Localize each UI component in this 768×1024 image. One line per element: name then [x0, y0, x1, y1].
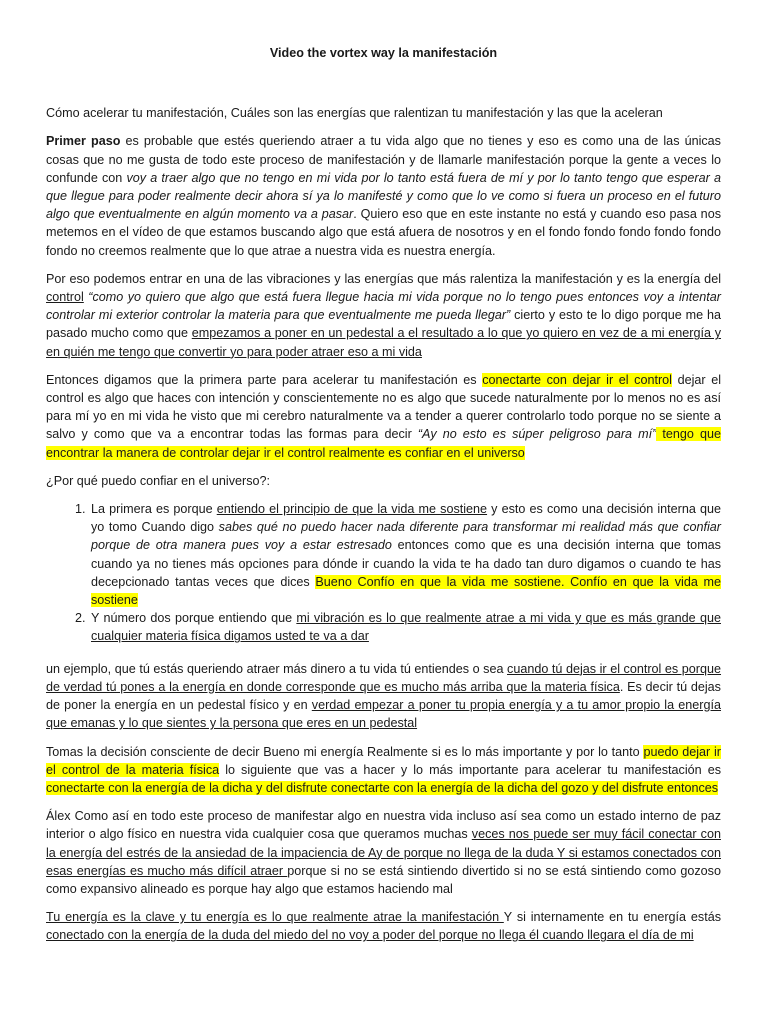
underlined-text: cuando tú dejas ir el control es porque de verdad tú pones a la energía en donde corresponde que es mucho más arriba que la materia física — [46, 661, 722, 694]
paragraph-alex — [46, 807, 721, 898]
text-run: . Es decir tú dejas de poner la energía en un pedestal físico y en — [46, 679, 721, 713]
text-run: . Quiero eso que en este instante no está y cuando eso pasa nos metemos en el vídeo de que estamos buscando algo que está afuera de nosotros y en el fondo fondo fondo fondo fondo fondo no creemos realmente que lo que atrae a nuestra vida es nuestra energía. — [46, 207, 721, 258]
text-run: Y si internamente en tu energía estás — [503, 910, 721, 925]
underlined-text: verdad empezar a poner tu propia energía y a tu amor propio la energía que emanas y lo que sientes y la persona que eres en un pedestal — [46, 698, 721, 731]
highlighted-text: puedo dejar ir el control de la materia física — [46, 744, 722, 777]
highlighted-text: tengo que encontrar la manera de controlar dejar ir el control realmente es confiar en el universo — [46, 427, 721, 460]
underlined-text: Tu energía es la clave y tu energía es lo que realmente atrae la manifestación — [46, 910, 504, 925]
highlighted-text: Bueno Confío en que la vida me sostiene. Confío en que la vida me sostiene — [91, 574, 721, 608]
bold-text: Primer paso — [46, 134, 121, 149]
paragraph-ejemplo — [46, 660, 721, 733]
list-item — [89, 609, 721, 645]
text-run: y esto es como una decisión interna que yo tomo Cuando digo — [91, 502, 721, 535]
text-run: cierto y esto te lo digo porque me ha pasado mucho como que — [46, 308, 721, 341]
underlined-text: conectado con la energía de la duda del miedo del no voy a poder del porque no llega él cuando llegara el día de mi — [46, 928, 694, 943]
paragraph-decision — [46, 743, 721, 798]
text-run: Álex Como así en todo este proceso de manifestar algo en nuestra vida incluso así sea como un estado interno de paz interior o algo físico en nuestra vida cualquier cosa que queramos muchas — [46, 809, 721, 842]
italic-text: “Ay no esto es súper peligroso para mí” — [417, 427, 657, 442]
text-run: La primera es porque — [91, 502, 217, 517]
document-title: Video the vortex way la manifestación — [269, 46, 498, 60]
italic-text: sabes qué no puedo hacer nada diferente para transformar mi realidad más que confiar porque de otra manera pues voy a estar estresado — [91, 520, 721, 553]
text-run: un ejemplo, que tú estás queriendo atraer más dinero a tu vida tú entiendes o sea — [46, 661, 508, 676]
paragraph-question: ¿Por qué puedo confiar en el universo?: — [46, 473, 271, 488]
text-run: Entonces digamos que la primera parte para acelerar tu manifestación es — [46, 372, 483, 387]
text-run: es probable que estés queriendo atraer a tu vida algo que no tienes y eso es como una de las únicas cosas que no me gusta de todo este proceso de manifestación y de llamarle manifestación porque la gente a veces lo confunde con — [46, 134, 721, 185]
underlined-text: mi vibración es lo que realmente atrae a mi vida y que es más grande que cualquier materia física digamos usted te va a dar — [91, 611, 721, 644]
text-run: porque si no se está sintiendo divertido si no se está sintiendo como gozoso como expansivo alineado es porque hay algo que estamos haciendo mal — [46, 863, 721, 896]
paragraph-primer-paso — [46, 132, 721, 259]
italic-text: voy a traer algo que no tengo en mi vida por lo tanto está fuera de mí y por lo tanto tengo que esperar a que llegue para poder realmente decir ahora sí ya lo manifesté y como que lo ve como si fuera un proceso en el futuro algo que eventualmente en algún momento va a pasar — [46, 170, 722, 222]
text-run: Y número dos porque entiendo que — [91, 611, 297, 626]
paragraph-primera-parte — [46, 371, 721, 462]
highlighted-text: conectarte con la energía de la dicha y del disfrute conectarte con la energía de la dicha del gozo y del disfrute entonces — [46, 780, 719, 795]
text-run: Por eso podemos entrar en una de las vibraciones y las energías que más ralentiza la manifestación y es la energía del — [46, 271, 721, 286]
underlined-text: empezamos a poner en un pedestal a el resultado a lo que yo quiero en vez de a mi energía y en quién me tengo que convertir yo para poder atraer eso a mi vida — [46, 326, 722, 359]
text-run: entonces como que es una decisión interna que tomas cuando ya no tienes más opciones para dónde ir cuando la vida te ha dado tan duro digamos o cuando te has decepcionado tantas veces que dices — [91, 538, 721, 589]
text-run: dejar el control es algo que haces con intención y conscientemente no es algo que sucede naturalmente por lo menos no es así para mí yo en mi vida he visto que mi cerebro naturalmente va a tender a querer controlarlo todo porque no se siente a salvo y como que va a encontrar todas las formas para decir — [46, 372, 721, 442]
text-run: lo siguiente que vas a hacer y lo más importante para acelerar tu manifestación es — [219, 762, 722, 777]
text-run: Tomas la decisión consciente de decir Bueno mi energía Realmente si es lo más importante y por lo tanto — [46, 744, 644, 759]
paragraph-control — [46, 270, 721, 361]
italic-text: “como yo quiero que algo que está fuera llegue hacia mi vida porque no lo tengo pues entonces voy a intentar controlar mi exterior controlar la materia para que eventualmente me pueda llegar” — [46, 290, 721, 323]
paragraph-energia — [46, 908, 721, 944]
underlined-text: entiendo el principio de que la vida me sostiene — [216, 502, 488, 517]
underlined-text: control — [46, 290, 84, 305]
underlined-text: veces nos puede ser muy fácil conectar con la energía del estrés de la ansiedad de la impaciencia de Ay de porque no llega de la duda Y si estamos conectados con esas energías es mucho más difícil atraer — [46, 827, 721, 878]
highlighted-text: conectarte con dejar ir el control — [482, 372, 672, 387]
list-item — [89, 500, 721, 609]
paragraph-intro: Cómo acelerar tu manifestación, Cuáles son las energías que ralentizan tu manifestación y las que la aceleran — [46, 106, 663, 121]
numbered-list — [46, 500, 721, 646]
